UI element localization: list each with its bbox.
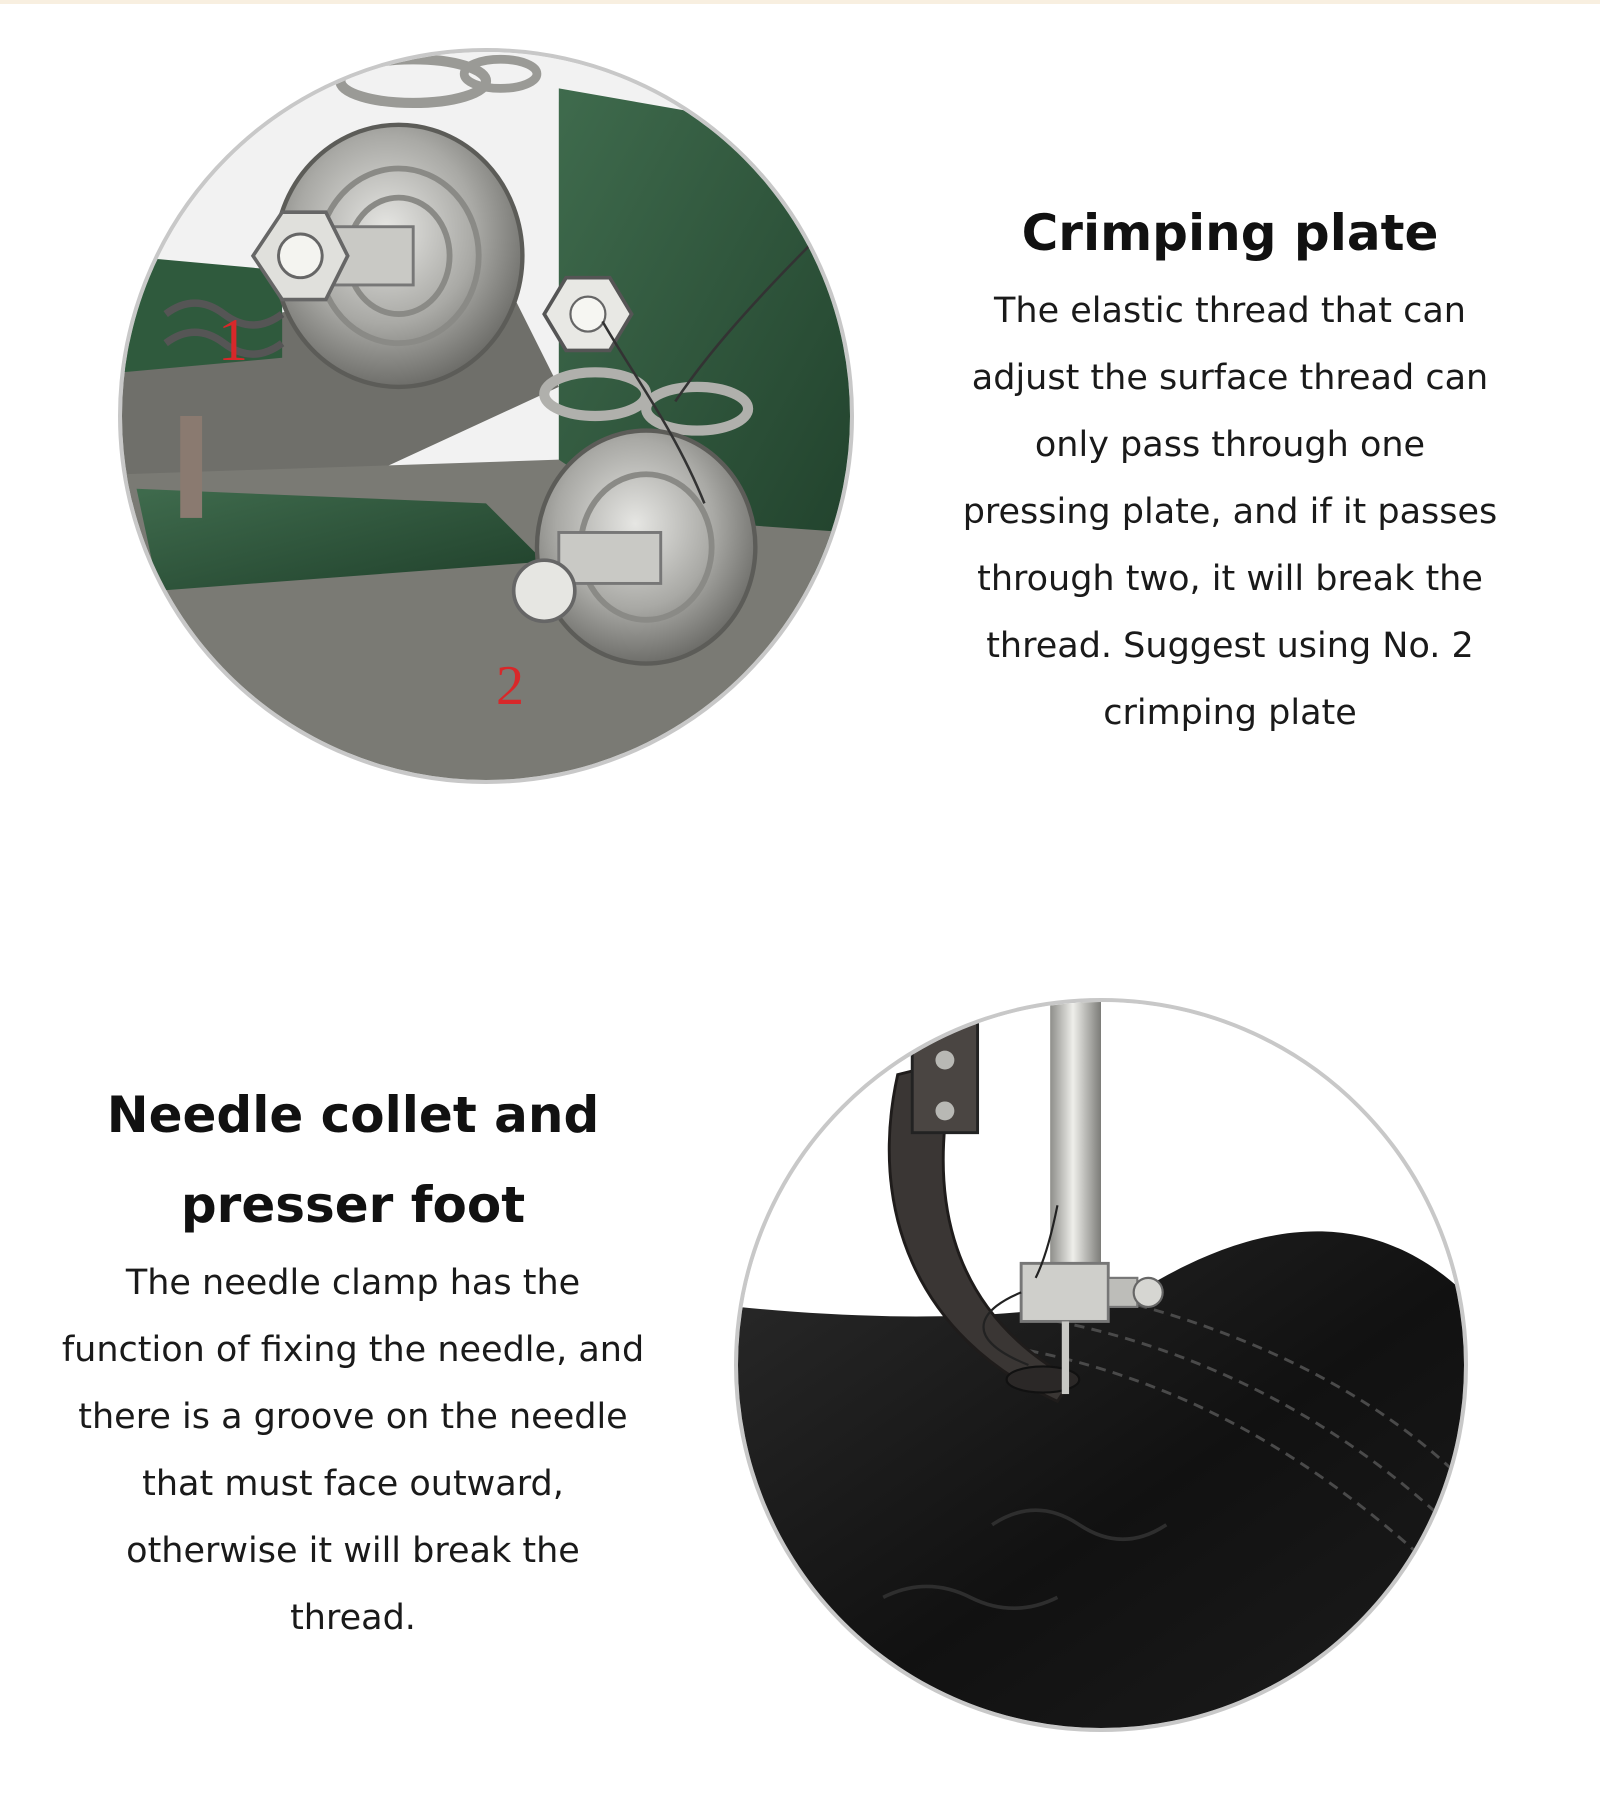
needle-collet-title: Needle collet and presser foot xyxy=(106,1086,600,1234)
crimping-plate-label-2: 2 xyxy=(496,655,524,717)
crimping-plate-photo xyxy=(118,48,854,784)
crimping-plate-description: The elastic thread that can adjust the surface thread can only pass through one pressing plate, and if it passes through two, it will break the thread. Suggest using No. 2 crimping plate xyxy=(962,291,1498,733)
top-accent-strip xyxy=(0,0,1600,4)
crimping-plate-section xyxy=(958,188,1502,747)
needle-collet-description: The needle clamp has the function of fixing the needle, and there is a groove on the needle that must face outward, otherwise it will break the thread. xyxy=(61,1263,645,1638)
crimping-plate-illustration xyxy=(122,52,850,780)
needle-collet-photo xyxy=(734,998,1468,1732)
needle-collet-illustration xyxy=(738,1002,1464,1728)
crimping-plate-label-1: 1 xyxy=(218,307,248,373)
crimping-plate-title: Crimping plate xyxy=(1021,204,1439,262)
needle-collet-section xyxy=(60,1070,646,1652)
